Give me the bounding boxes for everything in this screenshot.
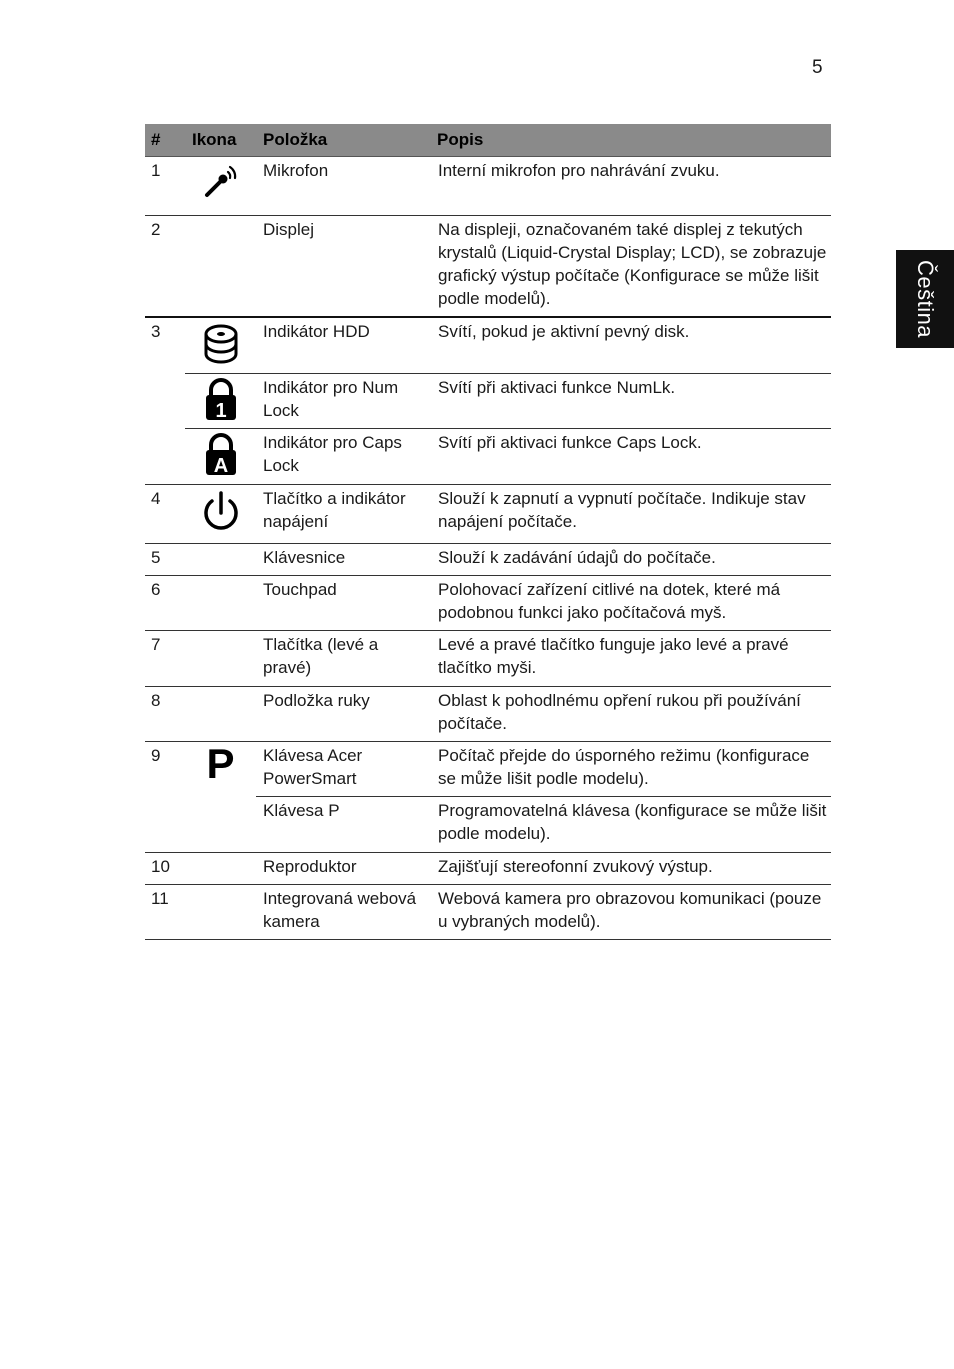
row-item: Klávesnice [256,544,431,576]
language-side-tab [896,250,954,348]
table-row [145,157,831,216]
num-lock-icon [201,378,241,428]
svg-text:A: A [213,455,228,477]
row-icon-cell [185,853,256,885]
row-item: Indikátor HDD [256,317,431,374]
table-row [145,429,831,485]
row-icon-cell [185,544,256,576]
header-num: # [145,124,185,157]
row-num: 6 [145,576,185,631]
table-row [145,374,831,429]
row-icon-cell [185,885,256,940]
row-num: 11 [145,885,185,940]
powersmart-p-icon: P [206,740,235,787]
header-item: Položka [256,124,431,157]
row-desc: Svítí, pokud je aktivní pevný disk. [431,317,831,374]
row-item: Indikátor pro Num Lock [256,374,431,429]
row-desc: Interní mikrofon pro nahrávání zvuku. [431,157,831,216]
row-icon-cell [185,317,256,374]
caps-lock-icon [201,433,241,483]
table-row [145,317,831,374]
row-icon-cell [185,687,256,742]
row-icon-cell [185,742,256,853]
row-item: Podložka ruky [256,687,431,742]
row-desc: Programovatelná klávesa (konfigurace se může lišit podle modelu). [431,797,831,853]
power-icon [200,489,242,541]
row-item: Klávesa P [256,797,431,853]
table-row [145,631,831,687]
row-desc: Slouží k zadávání údajů do počítače. [431,544,831,576]
language-side-tab-label: Čeština [913,259,938,339]
table-header-row [145,124,831,157]
table-row [145,576,831,631]
table-row [145,853,831,885]
header-desc: Popis [431,124,831,157]
hdd-icon [201,322,241,372]
row-item: Klávesa Acer PowerSmart [256,742,431,797]
row-desc: Na displeji, označovaném také displej z tekutých krystalů (Liquid-Crystal Display; LCD), se zobrazuje grafický výstup počítače (Konfigurace se může lišit podle modelů). [431,216,831,317]
page-number: 5 [812,57,823,78]
components-table [145,124,831,940]
row-item: Displej [256,216,431,317]
svg-text:1: 1 [214,400,227,422]
row-item: Integrovaná webová kamera [256,885,431,940]
header-icon: Ikona [185,124,256,157]
row-icon-cell [185,485,256,544]
row-desc: Zajišťují stereofonní zvukový výstup. [431,853,831,885]
row-item: Reproduktor [256,853,431,885]
row-desc: Svítí při aktivaci funkce Caps Lock. [431,429,831,485]
row-item: Tlačítka (levé a pravé) [256,631,431,687]
table-row [145,687,831,742]
row-num: 4 [145,485,185,544]
row-desc: Svítí při aktivaci funkce NumLk. [431,374,831,429]
row-item: Touchpad [256,576,431,631]
row-num: 2 [145,216,185,317]
row-desc: Levé a pravé tlačítko funguje jako levé a pravé tlačítko myši. [431,631,831,687]
row-num: 10 [145,853,185,885]
row-desc: Polohovací zařízení citlivé na dotek, které má podobnou funkci jako počítačová myš. [431,576,831,631]
row-desc: Počítač přejde do úsporného režimu (konfigurace se může lišit podle modelu). [431,742,831,797]
microphone-icon [201,161,241,207]
row-desc: Webová kamera pro obrazovou komunikaci (pouze u vybraných modelů). [431,885,831,940]
row-desc: Oblast k pohodlnému opření rukou při používání počítače. [431,687,831,742]
row-icon-cell [185,429,256,485]
row-item: Mikrofon [256,157,431,216]
table-row [145,216,831,317]
row-icon-cell [185,576,256,631]
row-desc: Slouží k zapnutí a vypnutí počítače. Indikuje stav napájení počítače. [431,485,831,544]
row-num: 8 [145,687,185,742]
table-row [145,544,831,576]
row-item: Indikátor pro Caps Lock [256,429,431,485]
row-icon-cell [185,157,256,216]
table-row [145,485,831,544]
row-icon-cell [185,631,256,687]
row-num: 3 [145,317,185,485]
row-icon-cell [185,216,256,317]
row-num: 7 [145,631,185,687]
row-icon-cell [185,374,256,429]
row-item: Tlačítko a indikátor napájení [256,485,431,544]
row-num: 1 [145,157,185,216]
row-num: 5 [145,544,185,576]
table-row [145,885,831,940]
row-num: 9 [145,742,185,853]
table-row [145,742,831,797]
